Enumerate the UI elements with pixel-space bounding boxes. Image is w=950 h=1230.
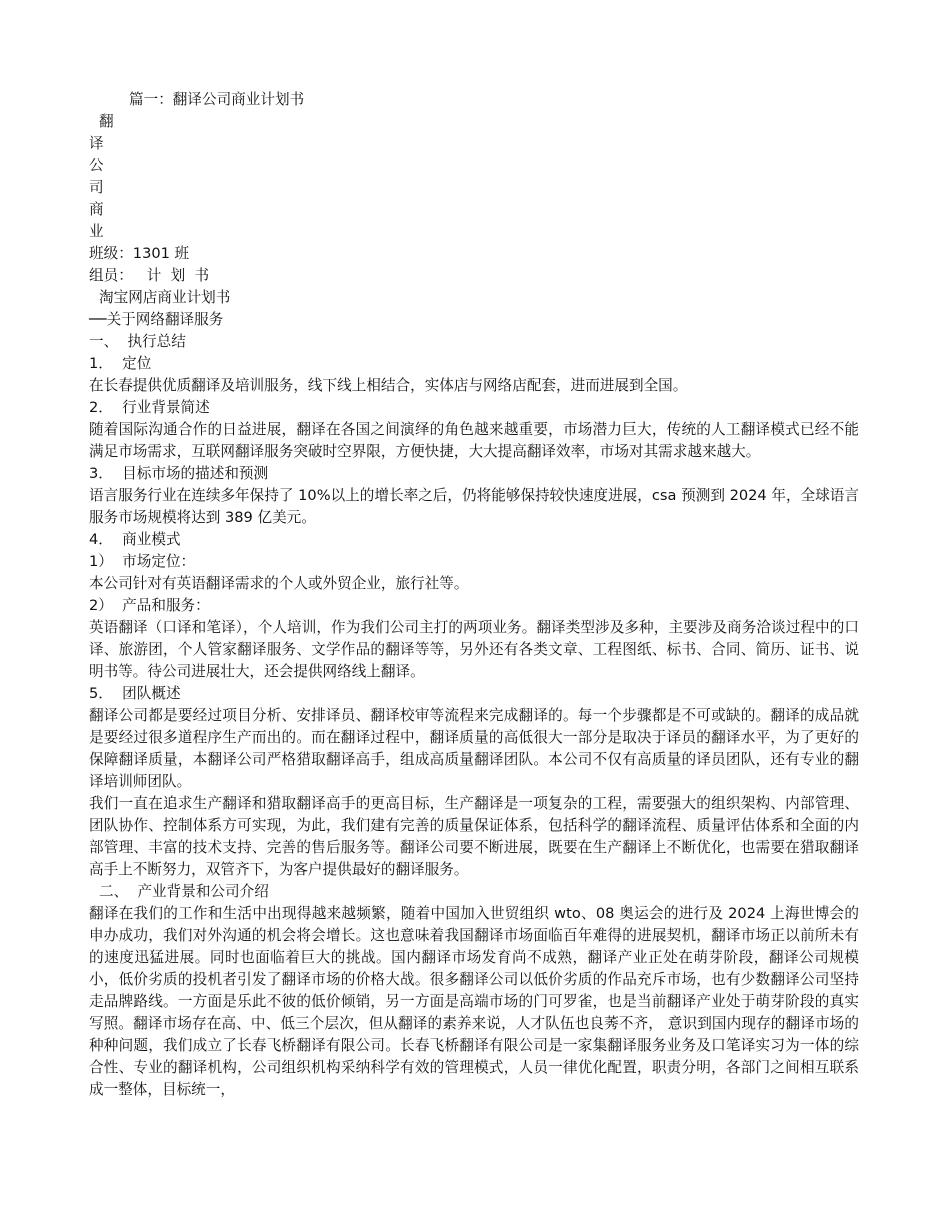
heading-market-positioning: 1） 市场定位：	[89, 553, 196, 570]
heading-industry-background: 2． 行业背景简述	[89, 399, 210, 416]
vertical-char: 公	[89, 157, 104, 174]
document-page	[89, 89, 859, 1101]
class-line: 班级：1301 班	[89, 245, 190, 262]
section-heading-1: 一、 执行总结	[89, 333, 186, 350]
subtitle: 淘宝网店商业计划书	[99, 289, 231, 306]
vertical-char: 商	[89, 201, 104, 218]
subtitle-secondary: ──关于网络翻译服务	[89, 311, 224, 328]
vertical-char: 司	[89, 179, 104, 196]
paragraph-industry-background: 随着国际沟通合作的日益进展，翻译在各国之间演绎的角色越来越重要，市场潜力巨大，传统的人工翻译模式已经不能满足市场需求，互联网翻译服务突破时空界限，方便快捷，大大提高翻译效率，市场对其需求越来越大。	[89, 421, 859, 460]
vertical-char: 业	[89, 223, 104, 240]
paragraph-target-market: 语言服务行业在连续多年保持了 10%以上的增长率之后，仍将能够保持较快速度进展，csa 预测到 2024 年，全球语言服务市场规模将达到 389 亿美元。	[89, 487, 859, 526]
section-heading-2: 二、 产业背景和公司介绍	[99, 883, 269, 900]
heading-positioning: 1． 定位	[89, 355, 152, 372]
heading-team-overview: 5． 团队概述	[89, 685, 181, 702]
paragraph-products-services: 英语翻译（口译和笔译），个人培训，作为我们公司主打的两项业务。翻译类型涉及多种，主要涉及商务洽谈过程中的口译、旅游团，个人管家翻译服务、文学作品的翻译等等，另外还有各类文章、工程图纸、标书、合同、简历、证书、说明书等。待公司进展壮大，还会提供网络线上翻译。	[89, 619, 859, 680]
document-title: 篇一：翻译公司商业计划书	[129, 91, 305, 108]
heading-target-market: 3． 目标市场的描述和预测	[89, 465, 269, 482]
paragraph-positioning: 在长春提供优质翻译及培训服务，线下线上相结合，实体店与网络店配套，进而进展到全国。	[89, 377, 688, 394]
paragraph-industry-company-intro: 翻译在我们的工作和生活中出现得越来越频繁，随着中国加入世贸组织 wto、08 奥运会的进行及 2024 上海世博会的申办成功，我们对外沟通的机会将会增长。这也意味着我国翻译市场面临百年难得的进展契机，翻译市场正以前所未有的速度迅猛进展。同时也面临着巨大的挑战。国内翻译市场发育尚不成熟，翻译产业正处在萌芽阶段，翻译公司规模小，低价劣质的投机者引发了翻译市场的价格大战。很多翻译公司以低价劣质的作品充斥市场，也有少数翻译公司坚持走品牌路线。一方面是乐此不彼的低价倾销，另一方面是高端市场的门可罗雀，也是当前翻译产业处于萌芽阶段的真实写照。翻译市场存在高、中、低三个层次，但从翻译的素养来说，人才队伍也良莠不齐， 意识到国内现存的翻译市场的种种问题，我们成立了长春飞桥翻译有限公司。长春飞桥翻译有限公司是一家集翻译服务业务及口笔译实习为一体的综合性、专业的翻译机构，公司组织机构采纳科学有效的管理模式，人员一律优化配置，职责分明，各部门之间相互联系成一整体，目标统一，	[89, 905, 859, 1098]
group-line: 组员： 计 划 书	[89, 267, 210, 284]
paragraph-team-overview-2: 我们一直在追求生产翻译和猎取翻译高手的更高目标，生产翻译是一项复杂的工程，需要强大的组织架构、内部管理、团队协作、控制体系方可实现，为此，我们建有完善的质量保证体系，包括科学的翻译流程、质量评估体系和全面的内部管理、丰富的技术支持、完善的售后服务等。翻译公司要不断进展，既要在生产翻译上不断优化，也需要在猎取翻译高手上不断努力，双管齐下，为客户提供最好的翻译服务。	[89, 795, 859, 878]
vertical-char: 翻	[99, 113, 114, 130]
heading-business-model: 4． 商业模式	[89, 531, 181, 548]
vertical-char: 译	[89, 135, 104, 152]
heading-products-services: 2） 产品和服务：	[89, 597, 210, 614]
vertical-title	[89, 111, 859, 243]
paragraph-market-positioning: 本公司针对有英语翻译需求的个人或外贸企业，旅行社等。	[89, 575, 469, 592]
paragraph-team-overview-1: 翻译公司都是要经过项目分析、安排译员、翻译校审等流程来完成翻译的。每一个步骤都是不可或缺的。翻译的成品就是要经过很多道程序生产而出的。而在翻译过程中，翻译质量的高低很大一部分是取决于译员的翻译水平，为了更好的保障翻译质量，本翻译公司严格猎取翻译高手，组成高质量翻译团队。本公司不仅有高质量的译员团队，还有专业的翻译培训师团队。	[89, 707, 859, 790]
